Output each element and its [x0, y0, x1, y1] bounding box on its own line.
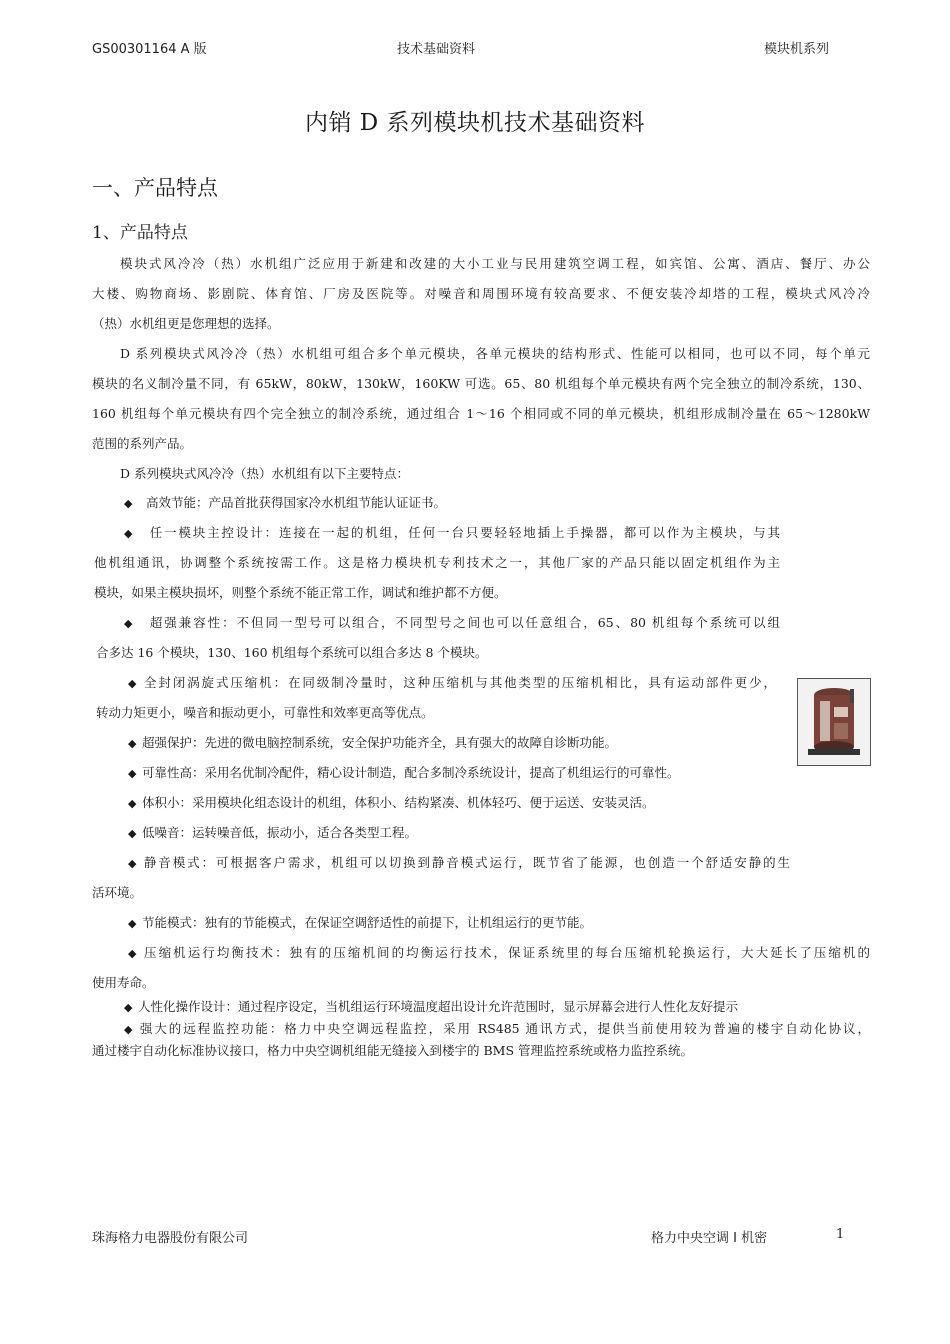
bullet-item: [128, 945, 870, 962]
bullet-glyph: ◆: [124, 527, 133, 540]
footer-brand: 格力中央空调 I 机密: [651, 1231, 768, 1246]
bullet-item: [124, 495, 446, 512]
compressor-image: [797, 678, 871, 766]
bullet-item: [128, 855, 790, 872]
body-line: 范围的系列产品。: [92, 436, 193, 451]
bullet-text: 任一模块主控设计：连接在一起的机组，任何一台只要轻轻地插上手操器，都可以作为主模块，与其: [149, 525, 780, 540]
body-line: 模块的名义制冷量不同，有 65kW，80kW，130kW，160KW 可选。65、80 机组每个单元模块有两个完全独立的制冷系统，130、: [92, 376, 870, 391]
bullet-text: 强大的远程监控功能：格力中央空调远程监控，采用 RS485 通讯方式，提供当前使用较为普遍的楼宇自动化协议，: [138, 1021, 870, 1036]
body-line: 活环境。: [92, 885, 143, 900]
bullet-item: [128, 825, 417, 842]
bullet-glyph: ◆: [124, 1023, 133, 1036]
page-number: 1: [836, 1227, 845, 1242]
body-line: 他机组通讯，协调整个系统按需工作。这是格力模块机专利技术之一，其他厂家的产品只能以固定机组作为主: [94, 555, 780, 570]
body-line: （热）水机组更是您理想的选择。: [92, 316, 280, 331]
bullet-text: 可靠性高：采用名优制冷配件，精心设计制造，配合多制冷系统设计，提高了机组运行的可靠性。: [142, 765, 680, 780]
subsection-heading: 1、产品特点: [92, 223, 188, 243]
bullet-glyph: ◆: [128, 737, 137, 750]
body-line: 模块，如果主模块损坏，则整个系统不能正常工作，调试和维护都不方便。: [94, 585, 507, 600]
bullet-item: [124, 1021, 870, 1038]
footer-company: 珠海格力电器股份有限公司: [92, 1231, 249, 1246]
bullet-text: 人性化操作设计：通过程序设定，当机组运行环境温度超出设计允许范围时，显示屏幕会进行人性化友好提示: [138, 999, 739, 1014]
bullet-text: 低噪音：运转噪音低，振动小，适合各类型工程。: [142, 825, 418, 840]
bullet-text: 静音模式：可根据客户需求，机组可以切换到静音模式运行，既节省了能源，也创造一个舒适安静的生: [142, 855, 790, 870]
bullet-glyph: ◆: [128, 797, 137, 810]
bullet-glyph: ◆: [128, 857, 137, 870]
bullet-glyph: ◆: [128, 767, 137, 780]
document-title: 内销 D 系列模块机技术基础资料: [304, 110, 646, 136]
bullet-glyph: ◆: [128, 917, 137, 930]
bullet-glyph: ◆: [128, 947, 137, 960]
bullet-glyph: ◆: [124, 1001, 133, 1014]
bullet-text: 压缩机运行均衡技术：独有的压缩机间的均衡运行技术，保证系统里的每台压缩机轮换运行，大大延长了压缩机的: [142, 945, 870, 960]
section-heading: 一、产品特点: [92, 176, 218, 200]
body-line: D 系列模块式风冷冷（热）水机组有以下主要特点：: [120, 466, 409, 481]
header-doc-code: GS00301164 A 版: [92, 42, 207, 57]
bullet-text: 高效节能：产品首批获得国家冷水机组节能认证证书。: [145, 495, 446, 510]
bullet-text: 超强保护：先进的微电脑控制系统，安全保护功能齐全，具有强大的故障自诊断功能。: [142, 735, 618, 750]
body-line: 大楼、购物商场、影剧院、体育馆、厂房及医院等。对噪音和周围环境有较高要求、不便安装冷却塔的工程，模块式风冷冷: [92, 286, 870, 301]
header-category: 技术基础资料: [397, 42, 476, 57]
bullet-glyph: ◆: [128, 827, 137, 840]
bullet-item: [128, 675, 776, 692]
body-line: 160 机组每个单元模块有四个完全独立的制冷系统，通过组合 1～16 个相同或不同的单元模块，机组形成制冷量在 65～1280kW: [92, 406, 870, 421]
bullet-glyph: ◆: [128, 677, 137, 690]
body-line: 模块式风冷冷（热）水机组广泛应用于新建和改建的大小工业与民用建筑空调工程，如宾馆、公寓、酒店、餐厅、办公: [120, 256, 870, 271]
body-line: 转动力矩更小，噪音和振动更小，可靠性和效率更高等优点。: [96, 705, 434, 720]
body-line: D 系列模块式风冷冷（热）水机组可组合多个单元模块，各单元模块的结构形式、性能可以相同，也可以不同，每个单元: [120, 346, 870, 361]
body-line: 通过楼宇自动化标准协议接口，格力中央空调机组能无缝接入到楼宇的 BMS 管理监控系统或格力监控系统。: [92, 1043, 693, 1058]
bullet-item: [124, 999, 738, 1016]
bullet-text: 节能模式：独有的节能模式，在保证空调舒适性的前提下，让机组运行的更节能。: [142, 915, 593, 930]
bullet-item: [124, 525, 780, 542]
bullet-text: 体积小：采用模块化组态设计的机组，体积小、结构紧凑、机体轻巧、便于运送、安装灵活。: [142, 795, 655, 810]
bullet-item: [128, 735, 617, 752]
compressor-illustration: [798, 679, 870, 765]
header-series: 模块机系列: [764, 42, 830, 57]
bullet-glyph: ◆: [124, 497, 133, 510]
body-line: 使用寿命。: [92, 975, 155, 990]
body-line: 合多达 16 个模块，130、160 机组每个系统可以组合多达 8 个模块。: [96, 645, 488, 660]
bullet-text: 超强兼容性：不但同一型号可以组合，不同型号之间也可以任意组合，65、80 机组每个系统可以组: [149, 615, 780, 630]
bullet-text: 全封闭涡旋式压缩机：在同级制冷量时，这种压缩机与其他类型的压缩机相比，具有运动部件更少，: [142, 675, 776, 690]
bullet-item: [124, 615, 780, 632]
bullet-item: [128, 765, 680, 782]
bullet-item: [128, 795, 655, 812]
bullet-glyph: ◆: [124, 617, 133, 630]
bullet-item: [128, 915, 592, 932]
